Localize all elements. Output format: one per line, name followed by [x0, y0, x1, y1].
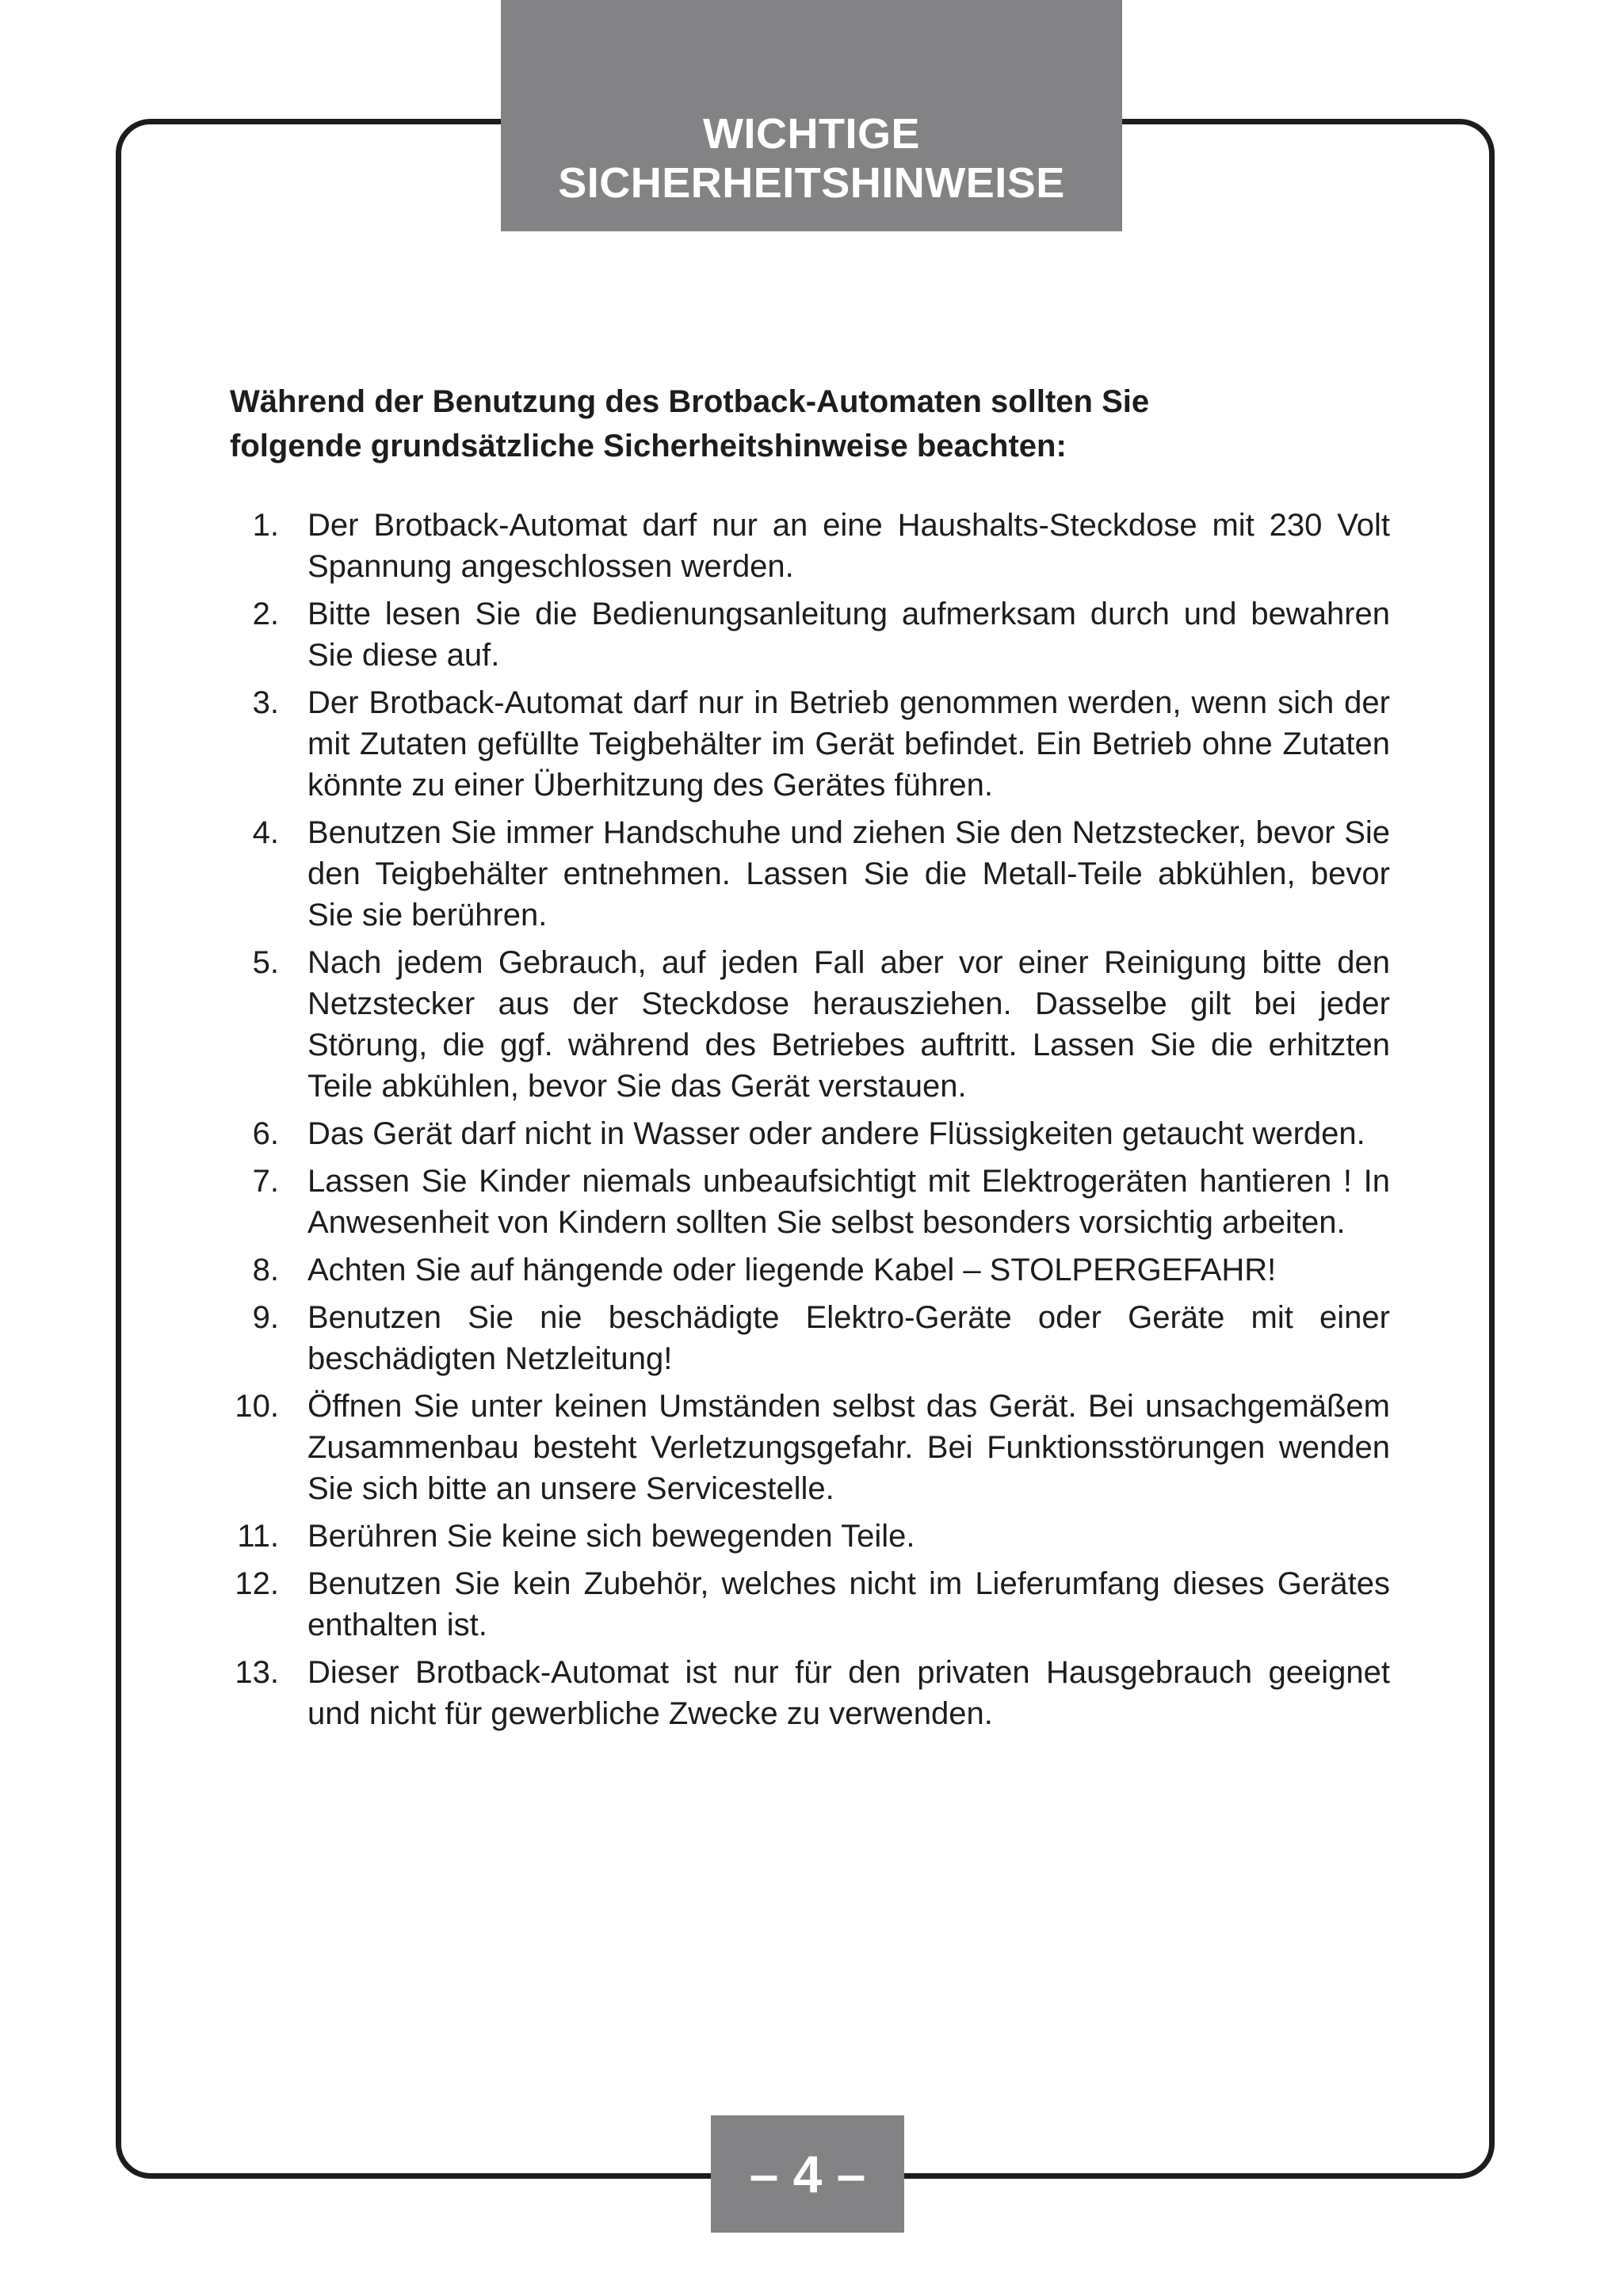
page-number: – 4 – [711, 2115, 904, 2233]
section-title [501, 0, 1122, 231]
list-item [225, 812, 1390, 936]
list-item [225, 1563, 1390, 1646]
list-item-text: Der Brotback-Automat darf nur an eine Haushalts-Steckdose mit 230 Volt Spannung angeschlossen werden. [307, 508, 1390, 584]
intro-paragraph [230, 379, 1403, 468]
list-item [225, 682, 1390, 806]
section-title-line-2: SICHERHEITSHINWEISE [558, 159, 1065, 207]
list-item-number: 9. [252, 1300, 279, 1335]
list-item [225, 1113, 1390, 1154]
list-item [225, 1297, 1390, 1379]
list-item [225, 1516, 1390, 1557]
section-title-line-1: WICHTIGE [703, 110, 920, 158]
list-item [225, 942, 1390, 1107]
list-item-text: Bitte lesen Sie die Bedienungsanleitung aufmerksam durch und bewahren Sie diese auf. [307, 597, 1390, 673]
list-item-number: 13. [235, 1655, 279, 1690]
list-item-number: 5. [252, 945, 279, 980]
list-item-number: 3. [252, 685, 279, 720]
list-item-number: 4. [252, 815, 279, 850]
list-item-text: Benutzen Sie kein Zubehör, welches nicht im Lieferumfang dieses Gerätes enthalten ist. [307, 1566, 1390, 1642]
list-item-number: 1. [252, 508, 279, 543]
list-item-text: Dieser Brotback-Automat ist nur für den privaten Hausgebrauch geeignet und nicht für gewerbliche Zwecke zu verwenden. [307, 1655, 1390, 1731]
list-item [225, 1386, 1390, 1509]
safety-instructions-list [225, 505, 1390, 1741]
list-item-text: Nach jedem Gebrauch, auf jeden Fall aber vor einer Reinigung bitte den Netzstecker aus der Steckdose herausziehen. Dasselbe gilt bei jeder Störung, die ggf. während des Betriebes auftritt. Lassen Sie die erhitzten Teile abkühlen, bevor Sie das Gerät verstauen. [307, 945, 1390, 1104]
list-item-number: 6. [252, 1116, 279, 1151]
list-item-number: 7. [252, 1164, 279, 1199]
list-item-text: Der Brotback-Automat darf nur in Betrieb genommen werden, wenn sich der mit Zutaten gefüllte Teigbehälter im Gerät befindet. Ein Betrieb ohne Zutaten könnte zu einer Überhitzung des Gerätes führen. [307, 685, 1390, 803]
list-item-text: Lassen Sie Kinder niemals unbeaufsichtigt mit Elektrogeräten hantieren ! In Anwesenheit von Kindern sollten Sie selbst besonders vorsichtig arbeiten. [307, 1164, 1390, 1240]
list-item-number: 12. [235, 1566, 279, 1601]
list-item-number: 8. [252, 1253, 279, 1287]
list-item-text: Berühren Sie keine sich bewegenden Teile. [307, 1519, 915, 1554]
list-item-number: 11. [237, 1519, 279, 1554]
list-item-number: 2. [252, 597, 279, 631]
intro-line-2: folgende grundsätzliche Sicherheitshinweise beachten: [230, 429, 1067, 463]
list-item-text: Benutzen Sie immer Handschuhe und ziehen Sie den Netzstecker, bevor Sie den Teigbehälter entnehmen. Lassen Sie die Metall-Teile abkühlen, bevor Sie sie berühren. [307, 815, 1390, 933]
list-item-text: Öffnen Sie unter keinen Umständen selbst das Gerät. Bei unsachgemäßem Zusammenbau besteht Verletzungsgefahr. Bei Funktionsstörungen wenden Sie sich bitte an unsere Servicestelle. [307, 1389, 1390, 1506]
list-item [225, 1161, 1390, 1243]
list-item-text: Achten Sie auf hängende oder liegende Kabel – STOLPERGEFAHR! [307, 1253, 1277, 1287]
list-item [225, 505, 1390, 587]
list-item [225, 1249, 1390, 1291]
list-item-text: Das Gerät darf nicht in Wasser oder andere Flüssigkeiten getaucht werden. [307, 1116, 1365, 1151]
list-item-number: 10. [235, 1389, 279, 1424]
list-item-text: Benutzen Sie nie beschädigte Elektro-Geräte oder Geräte mit einer beschädigten Netzleitung! [307, 1300, 1390, 1376]
intro-line-1: Während der Benutzung des Brotback-Automaten sollten Sie [230, 384, 1150, 419]
list-item [225, 1652, 1390, 1734]
list-item [225, 593, 1390, 676]
